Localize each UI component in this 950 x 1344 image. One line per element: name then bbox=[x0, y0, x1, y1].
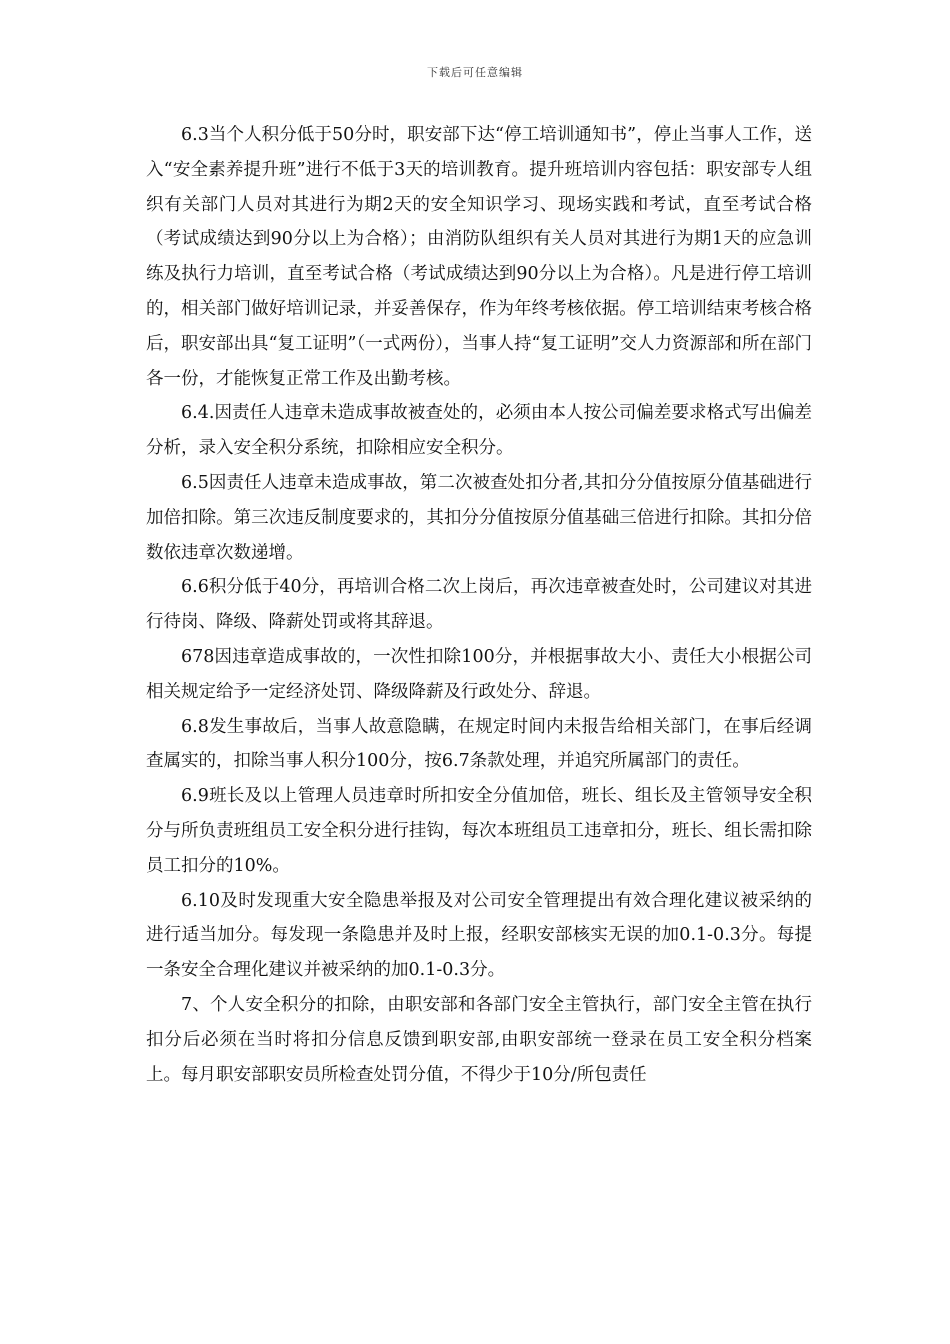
document-body bbox=[146, 118, 812, 1092]
paragraph-6-5: 6.5因责任人违章未造成事故，第二次被查处扣分者,其扣分分值按原分值基础进行加倍扣除。第三次违反制度要求的，其扣分分值按原分值基础三倍进行扣除。其扣分倍数依违章次数递增。 bbox=[146, 472, 812, 563]
paragraph-6-8: 6.8发生事故后，当事人故意隐瞒，在规定时间内未报告给相关部门，在事后经调查属实的，扣除当事人积分100分，按6.7条款处理，并追究所属部门的责任。 bbox=[146, 716, 812, 772]
paragraph-7: 7、个人安全积分的扣除，由职安部和各部门安全主管执行，部门安全主管在执行扣分后必须在当时将扣分信息反馈到职安部,由职安部统一登录在员工安全积分档案上。每月职安部职安员所检查处罚分值，不得少于10分/所包责任 bbox=[146, 994, 812, 1085]
paragraph-6-9: 6.9班长及以上管理人员违章时所扣安全分值加倍，班长、组长及主管领导安全积分与所负责班组员工安全积分进行挂钩，每次本班组员工违章扣分，班长、组长需扣除员工扣分的10%。 bbox=[146, 786, 812, 876]
paragraph-6-10: 6.10及时发现重大安全隐患举报及对公司安全管理提出有效合理化建议被采纳的进行适当加分。每发现一条隐患并及时上报，经职安部核实无误的加0.1-0.3分。每提一条安全合理化建议并被采纳的加0.1-0.3分。 bbox=[146, 890, 812, 981]
page-header: 下载后可任意编辑 bbox=[427, 66, 523, 79]
paragraph-6-3: 6.3当个人积分低于50分时，职安部下达“停工培训通知书”，停止当事人工作，送入“安全素养提升班”进行不低于3天的培训教育。提升班培训内容包括：职安部专人组织有关部门人员对其进行为期2天的安全知识学习、现场实践和考试，直至考试合格（考试成绩达到90分以上为合格）；由消防队组织有关人员对其进行为期1天的应急训练及执行力培训，直至考试合格（考试成绩达到90分以上为合格）。凡是进行停工培训的，相关部门做好培训记录，并妥善保存，作为年终考核依据。停工培训结束考核合格后，职安部出具“复工证明”（一式两份），当事人持“复工证明”交人力资源部和所在部门各一份，才能恢复正常工作及出勤考核。 bbox=[146, 125, 812, 389]
paragraph-6-4: 6.4.因责任人违章未造成事故被查处的，必须由本人按公司偏差要求格式写出偏差分析，录入安全积分系统，扣除相应安全积分。 bbox=[146, 403, 812, 459]
paragraph-6-7: 678因违章造成事故的，一次性扣除100分，并根据事故大小、责任大小根据公司相关规定给予一定经济处罚、降级降薪及行政处分、辞退。 bbox=[146, 646, 812, 702]
paragraph-6-6: 6.6积分低于40分，再培训合格二次上岗后，再次违章被查处时，公司建议对其进行待岗、降级、降薪处罚或将其辞退。 bbox=[146, 577, 812, 633]
